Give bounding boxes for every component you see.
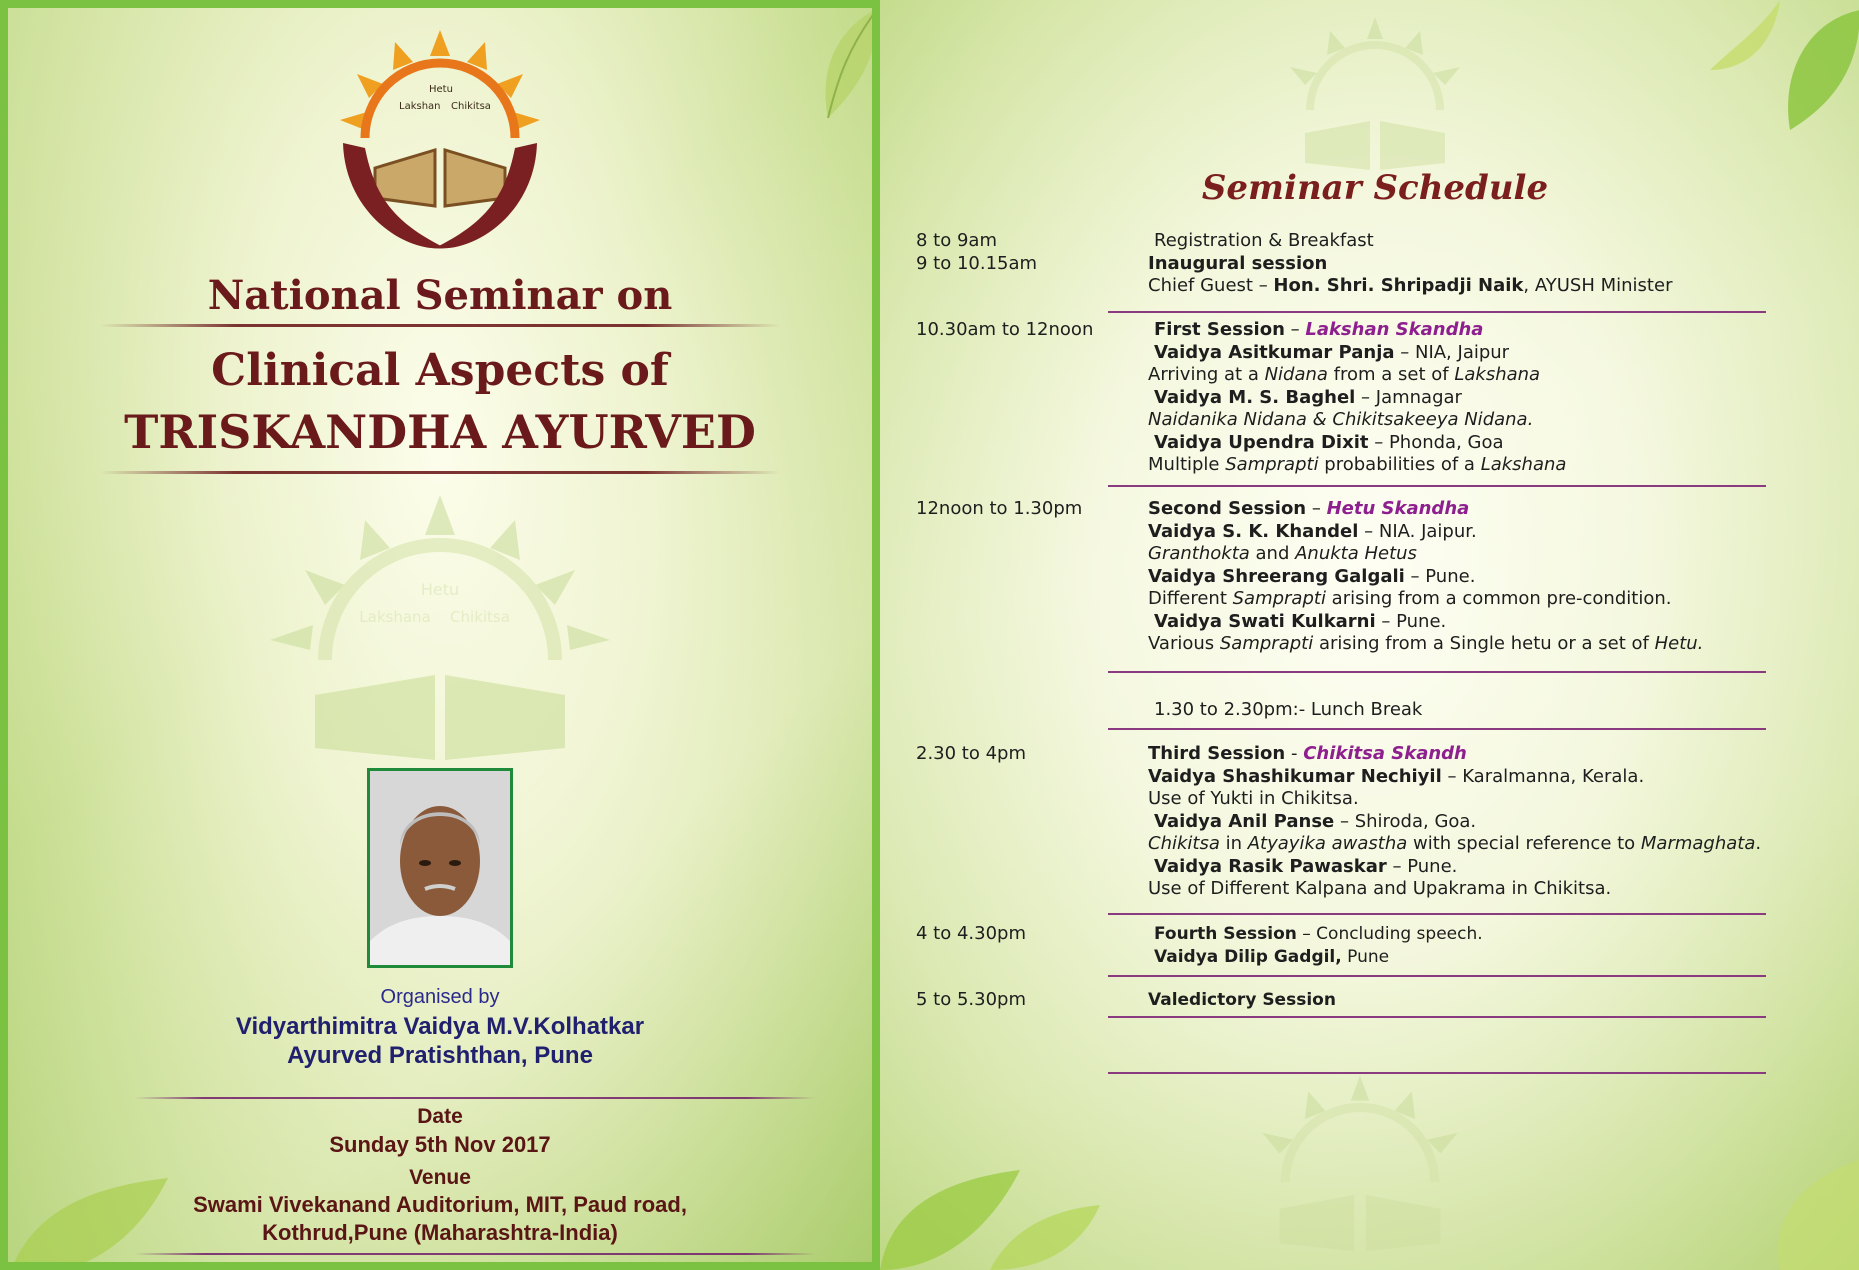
session-theme: Lakshan Skandha xyxy=(1305,319,1484,340)
speaker-line xyxy=(1148,566,1828,589)
speaker-name: Vaidya Shreerang Galgali xyxy=(1148,565,1405,587)
lunch-break-line: 1.30 to 2.30pm:- Lunch Break xyxy=(1154,699,1423,720)
topic-line: Use of Yukti in Chikitsa. xyxy=(1148,788,1359,809)
topic-line xyxy=(1148,633,1828,656)
divider xyxy=(100,324,780,327)
registration-line: Registration & Breakfast xyxy=(1154,230,1374,251)
slot-time: 4 to 4.30pm xyxy=(916,923,1027,944)
logo-word-hetu: Hetu xyxy=(429,84,453,95)
speaker-name: Vaidya M. S. Baghel xyxy=(1154,386,1356,408)
topic-text: Multiple xyxy=(1148,454,1226,475)
speaker-place: – Shiroda, Goa. xyxy=(1334,810,1477,832)
chief-guest-title: , AYUSH Minister xyxy=(1523,275,1673,296)
logo-word-chikitsa: Chikitsa xyxy=(451,101,491,112)
seminar-heading-line3: TRISKANDHA AYURVED xyxy=(124,405,756,459)
chief-guest-label: Chief Guest – xyxy=(1148,275,1274,296)
watermark-logo-icon xyxy=(265,490,615,770)
slot-time: 5 to 5.30pm xyxy=(916,989,1027,1010)
schedule-title: Seminar Schedule xyxy=(1201,168,1549,208)
date-value: Sunday 5th Nov 2017 xyxy=(329,1132,551,1157)
session-theme: – Concluding speech. xyxy=(1296,924,1483,944)
watermark-word-lakshana: Lakshana xyxy=(359,608,431,626)
session-name: Valedictory Session xyxy=(1148,990,1336,1010)
venue-label: Venue xyxy=(409,1166,471,1189)
topic-line: Use of Different Kalpana and Upakrama in Chikitsa. xyxy=(1148,878,1612,899)
speaker-name: Vaidya Anil Panse xyxy=(1154,810,1335,832)
topic-term: Atyayika awastha xyxy=(1247,833,1408,854)
divider xyxy=(1108,975,1766,977)
topic-term: Granthokta xyxy=(1148,543,1250,564)
speaker-place: – Pune. xyxy=(1404,565,1476,587)
session-name: Third Session xyxy=(1148,743,1286,764)
speaker-place: – Pune. xyxy=(1375,610,1447,632)
separator: – xyxy=(1284,319,1306,340)
organiser-name-line1: Vidyarthimitra Vaidya M.V.Kolhatkar xyxy=(235,1013,645,1040)
organiser-name xyxy=(0,1012,880,1070)
speaker-line xyxy=(1148,766,1828,789)
divider xyxy=(1108,485,1766,487)
inaugural-session-label: Inaugural session xyxy=(1148,252,1328,274)
topic-text: Arriving at a xyxy=(1148,364,1265,385)
topic-term: Chikitsa xyxy=(1148,833,1220,854)
session-heading xyxy=(1148,319,1828,342)
topic-line xyxy=(1148,454,1828,477)
speaker-line xyxy=(1148,521,1828,544)
speaker-name: Vaidya Asitkumar Panja xyxy=(1154,341,1395,363)
chief-guest-line xyxy=(1148,275,1828,298)
session-heading xyxy=(1148,923,1828,946)
speaker-line xyxy=(1148,856,1828,879)
separator: - xyxy=(1285,743,1304,764)
speaker-line xyxy=(1148,811,1828,834)
watermark-word-hetu: Hetu xyxy=(420,580,460,599)
session-name: Second Session xyxy=(1148,498,1307,519)
organised-by-label: Organised by xyxy=(380,986,500,1008)
topic-term: Samprapti xyxy=(1219,633,1314,654)
speaker-name: Vaidya Upendra Dixit xyxy=(1154,431,1369,453)
topic-line: Naidanika Nidana & Chikitsakeeya Nidana. xyxy=(1148,409,1534,430)
divider xyxy=(1108,671,1766,673)
venue-line1: Swami Vivekanand Auditorium, MIT, Paud road, xyxy=(193,1192,687,1217)
speaker-line xyxy=(1148,432,1828,455)
topic-term: Lakshana xyxy=(1480,454,1567,475)
slot-time xyxy=(916,230,1136,275)
topic-text: in xyxy=(1219,833,1248,854)
divider xyxy=(1108,1016,1766,1018)
seminar-logo-icon xyxy=(335,28,545,258)
speaker-line xyxy=(1148,611,1828,634)
slot-time-a: 8 to 9am xyxy=(916,230,997,251)
chief-guest-name: Hon. Shri. Shripadji Naik xyxy=(1273,275,1524,296)
separator: – xyxy=(1306,498,1327,519)
topic-text: Various xyxy=(1148,633,1220,654)
topic-text: arising from a Single hetu or a set of xyxy=(1313,633,1655,654)
speaker-place: – Jamnagar xyxy=(1355,386,1462,408)
topic-term: Marmaghata xyxy=(1640,833,1756,854)
topic-line xyxy=(1148,543,1828,566)
topic-term: Anukta Hetus xyxy=(1295,543,1417,564)
topic-text: probabilities of a xyxy=(1318,454,1481,475)
speaker-place: – NIA. Jaipur. xyxy=(1358,520,1477,542)
topic-line xyxy=(1148,588,1828,611)
seminar-heading-line2: Clinical Aspects of xyxy=(211,345,669,396)
session-theme: Chikitsa Skandh xyxy=(1303,743,1467,764)
slot-time: 2.30 to 4pm xyxy=(916,743,1027,764)
session-name: First Session xyxy=(1154,319,1285,340)
logo-word-lakshan: Lakshan xyxy=(399,101,441,112)
topic-line xyxy=(1148,833,1828,856)
speaker-name: Vaidya Rasik Pawaskar xyxy=(1154,855,1387,877)
topic-text: with special reference to xyxy=(1407,833,1641,854)
speaker-place: – Phonda, Goa xyxy=(1368,431,1504,453)
slot-time: 12noon to 1.30pm xyxy=(916,498,1083,519)
date-label: Date xyxy=(417,1105,463,1128)
divider xyxy=(1108,913,1766,915)
slot-time: 10.30am to 12noon xyxy=(916,319,1094,340)
divider xyxy=(135,1097,815,1099)
leaf-decoration-icon xyxy=(728,8,878,128)
speaker-name: Vaidya Swati Kulkarni xyxy=(1154,610,1376,632)
leaf-decoration-icon xyxy=(880,1130,1110,1270)
organiser-name-line2: Ayurved Pratishthan, Pune xyxy=(287,1042,593,1069)
topic-text: . xyxy=(1755,833,1762,854)
speaker-place: Pune xyxy=(1341,946,1390,967)
topic-text: arising from a common pre-condition. xyxy=(1325,588,1672,609)
seminar-heading-line1: National Seminar on xyxy=(207,272,673,319)
topic-text: Different xyxy=(1148,588,1233,609)
topic-term: Samprapti xyxy=(1232,588,1326,609)
leaf-decoration-icon xyxy=(1640,1120,1859,1270)
speaker-place: – Karalmanna, Kerala. xyxy=(1441,765,1645,787)
speaker-line xyxy=(1148,946,1828,969)
watermark-logo-icon xyxy=(1245,1065,1475,1265)
venue-value xyxy=(0,1191,880,1247)
topic-term: Hetu. xyxy=(1654,633,1704,654)
speaker-place: – NIA, Jaipur xyxy=(1394,341,1510,363)
venue-line2: Kothrud,Pune (Maharashtra-India) xyxy=(262,1220,618,1245)
topic-text: from a set of xyxy=(1327,364,1455,385)
topic-term: Nidana xyxy=(1264,364,1328,385)
topic-text: and xyxy=(1249,543,1296,564)
divider xyxy=(1108,311,1766,313)
session-heading xyxy=(1148,498,1828,521)
topic-term: Lakshana xyxy=(1454,364,1541,385)
speaker-name: Vaidya Dilip Gadgil, xyxy=(1154,946,1342,967)
session-name: Fourth Session xyxy=(1154,924,1297,944)
watermark-word-chikitsa: Chikitsa xyxy=(450,608,510,626)
person-portrait-icon xyxy=(370,771,510,965)
speaker-name: Vaidya S. K. Khandel xyxy=(1148,520,1359,542)
speaker-line xyxy=(1148,342,1828,365)
session-heading xyxy=(1148,743,1828,766)
divider xyxy=(1108,1072,1766,1074)
session-theme: Hetu Skandha xyxy=(1326,498,1470,519)
topic-line xyxy=(1148,364,1828,387)
divider xyxy=(1108,728,1766,730)
speaker-name: Vaidya Shashikumar Nechiyil xyxy=(1148,765,1442,787)
organiser-photo xyxy=(367,768,513,968)
divider xyxy=(135,1253,815,1255)
topic-term: Samprapti xyxy=(1225,454,1319,475)
divider xyxy=(100,471,780,474)
speaker-place: – Pune. xyxy=(1386,855,1458,877)
leaf-decoration-icon xyxy=(1660,0,1859,140)
slot-time-b: 9 to 10.15am xyxy=(916,252,1038,274)
speaker-line xyxy=(1148,387,1828,410)
watermark-logo-icon xyxy=(1275,15,1475,175)
